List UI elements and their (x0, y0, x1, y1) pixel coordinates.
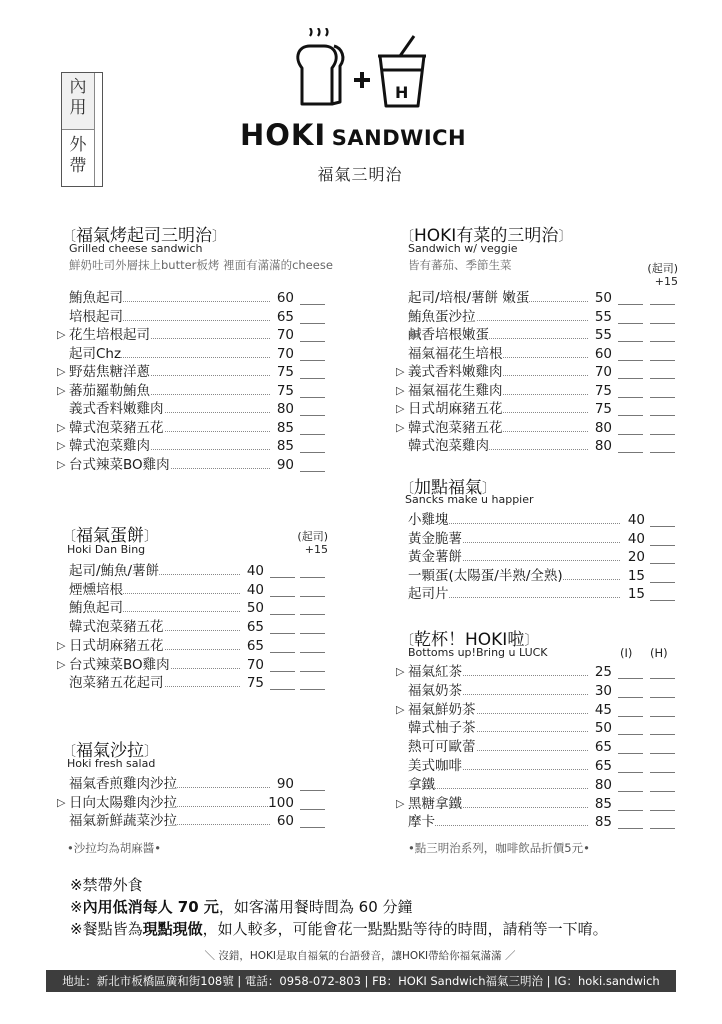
menu-item-name: 鮪魚起司 (69, 290, 123, 306)
order-blank-2 (650, 378, 675, 379)
menu-item-price: 75 (594, 401, 612, 417)
menu-item-grilled-2 (69, 308, 326, 326)
box-divider-vertical (94, 73, 95, 186)
menu-item-price: 60 (276, 813, 294, 830)
menu-item-price: 70 (276, 345, 294, 362)
toast-bread-icon (298, 28, 343, 104)
section-en-veggie: Sandwich w/ veggie (408, 242, 518, 255)
menu-item-price: 50 (594, 290, 612, 306)
menu-item-name: 野菇焦糖洋蔥 (69, 364, 150, 380)
tagline: ＼ 沒錯，HOKI是取自福氣的台語發音，讓HOKI帶給你福氣滿滿 ／ (204, 950, 516, 962)
recommended-flag-icon: ▷ (57, 657, 66, 671)
order-blank-1 (650, 563, 675, 564)
menu-item-price: 90 (276, 776, 294, 792)
menu-item-price: 100 (268, 794, 294, 811)
drinks-footnote: •點三明治系列，咖啡飲品折價5元• (408, 841, 590, 855)
order-blank-1 (270, 633, 295, 634)
order-blank-1 (618, 828, 643, 829)
recommended-flag-icon: ▷ (57, 638, 66, 652)
menu-item-price: 40 (246, 581, 264, 598)
menu-item-price: 15 (627, 567, 645, 584)
order-blank-1 (300, 471, 325, 472)
menu-item-addon-5 (408, 585, 676, 603)
recommended-flag-icon: ▷ (57, 420, 66, 434)
menu-item-price: 70 (246, 656, 264, 673)
menu-item-grilled-5 (57, 363, 326, 381)
menu-item-name: 黑糖拿鐵 (408, 795, 462, 812)
box-divider-horizontal (62, 129, 94, 130)
menu-item-addon-2 (408, 530, 676, 548)
menu-item-name: 黃金脆薯 (408, 530, 462, 547)
leader-dots (408, 788, 588, 789)
menu-item-drinks-4 (408, 719, 676, 737)
menu-item-egg-1 (69, 562, 326, 580)
order-blank-1 (618, 341, 643, 342)
menu-item-grilled-7 (69, 400, 326, 418)
order-blank-1 (650, 526, 675, 527)
section-title-veggie: 〔HOKI有菜的三明治〕 (400, 226, 573, 246)
menu-item-name: 美式咖啡 (408, 758, 462, 774)
menu-item-name: 摩卡 (408, 814, 435, 831)
section-title-salad: 〔福氣沙拉〕 (62, 741, 158, 761)
order-blank-2 (650, 360, 675, 361)
menu-item-addon-4 (408, 567, 676, 585)
note-line-3: ※餐點皆為現點現做，如人較多，可能會花一點點點等待的時間，請稍等一下唷。 (70, 920, 608, 938)
order-blank-1 (270, 652, 295, 653)
order-blank-2 (300, 652, 325, 653)
menu-item-name: 福氣鮮奶茶 (408, 701, 476, 718)
logo-wordmark (240, 118, 485, 152)
footer-contact-bar: 地址：新北市板橋區廣和街108號 | 電話：0958-072-803 | FB：HOKI Sandwich福氣三明治 | IG：hoki.sandwich (46, 970, 676, 992)
recommended-flag-icon: ▷ (396, 402, 405, 415)
menu-item-addon-1 (408, 511, 676, 529)
section-title-egg: 〔福氣蛋餅〕 (62, 526, 158, 546)
order-blank-1 (270, 671, 295, 672)
menu-item-name: 日式胡麻豬五花 (69, 637, 164, 654)
menu-item-veggie-6 (396, 382, 676, 400)
menu-item-grilled-9 (57, 437, 326, 455)
menu-item-price: 55 (594, 327, 612, 343)
menu-item-egg-4 (69, 618, 326, 636)
section-en-addon: Sancks make u happier (405, 493, 534, 506)
order-blank-2 (650, 415, 675, 416)
menu-item-name: 福氣紅茶 (408, 664, 462, 680)
menu-item-drinks-1 (396, 663, 676, 681)
menu-item-name: 熱可可歐蕾 (408, 739, 476, 756)
menu-item-price: 60 (594, 345, 612, 362)
menu-item-price: 20 (627, 549, 645, 565)
order-blank-2 (650, 810, 675, 811)
menu-item-price: 85 (594, 814, 612, 831)
menu-item-price: 25 (594, 664, 612, 680)
menu-item-price: 45 (594, 701, 612, 718)
menu-item-veggie-1 (408, 289, 676, 307)
order-blank-1 (618, 415, 643, 416)
menu-item-price: 85 (594, 795, 612, 812)
section-title-drinks: 〔乾杯！HOKI啦〕 (400, 630, 539, 650)
order-blank-2 (300, 596, 325, 597)
menu-item-price: 75 (246, 675, 264, 692)
store-notes (70, 874, 608, 940)
menu-item-name: 一顆蛋(太陽蛋/半熟/全熟) (408, 567, 563, 584)
menu-item-salad-2 (57, 794, 326, 812)
menu-item-name: 鹹香培根嫩蛋 (408, 327, 489, 343)
egg-cheese-addon: (起司) +15 (297, 530, 328, 556)
recommended-flag-icon: ▷ (57, 383, 66, 397)
menu-item-price: 65 (594, 758, 612, 774)
menu-item-name: 蕃茄羅勒鮪魚 (69, 382, 150, 399)
menu-item-name: 小雞塊 (408, 512, 449, 528)
recommended-flag-icon: ▷ (396, 702, 405, 716)
order-blank-2 (650, 753, 675, 754)
order-blank-1 (650, 582, 675, 583)
menu-item-drinks-9 (408, 813, 676, 831)
menu-item-drinks-7 (408, 776, 676, 794)
menu-item-name: 韓式柚子茶 (408, 720, 476, 737)
logo-graphic (292, 28, 432, 110)
menu-item-egg-3 (69, 599, 326, 617)
order-blank-1 (618, 323, 643, 324)
menu-item-price: 60 (276, 290, 294, 306)
recommended-flag-icon: ▷ (57, 328, 66, 341)
menu-item-name: 福氣新鮮蔬菜沙拉 (69, 813, 177, 830)
menu-item-name: 福氣香煎雞肉沙拉 (69, 776, 177, 792)
order-blank-1 (300, 378, 325, 379)
menu-item-price: 70 (594, 364, 612, 380)
order-blank-2 (650, 304, 675, 305)
order-blank-1 (618, 452, 643, 453)
order-blank-1 (618, 304, 643, 305)
recommended-flag-icon: ▷ (57, 365, 66, 378)
menu-item-drinks-8 (396, 795, 676, 813)
menu-item-drinks-3 (396, 701, 676, 719)
menu-item-egg-7 (69, 674, 326, 692)
leader-dots (408, 825, 588, 826)
menu-item-price: 40 (246, 563, 264, 579)
menu-item-veggie-9 (408, 437, 676, 455)
order-blank-1 (300, 323, 325, 324)
menu-item-salad-3 (69, 812, 326, 830)
logo-main: HOKI (240, 118, 327, 152)
order-blank-2 (300, 671, 325, 672)
recommended-flag-icon: ▷ (396, 420, 405, 434)
menu-item-name: 起司/培根/薯餅 嫩蛋 (408, 290, 530, 306)
order-blank-1 (618, 697, 643, 698)
drinks-col-iced: (I) (620, 646, 633, 660)
menu-item-name: 福氣奶茶 (408, 682, 462, 699)
menu-item-name: 韓式泡菜豬五花 (69, 419, 164, 436)
menu-item-name: 培根起司 (69, 308, 123, 325)
order-blank-2 (300, 689, 325, 690)
logo-sub: SANDWICH (331, 126, 467, 150)
menu-item-egg-6 (57, 656, 326, 674)
menu-item-veggie-4 (408, 345, 676, 363)
menu-item-price: 70 (276, 327, 294, 343)
order-blank-1 (618, 791, 643, 792)
order-blank-2 (650, 791, 675, 792)
order-blank-1 (300, 304, 325, 305)
menu-item-drinks-6 (408, 757, 676, 775)
order-blank-1 (618, 434, 643, 435)
plus-icon (354, 72, 370, 88)
order-blank-2 (650, 452, 675, 453)
menu-item-name: 起司/鮪魚/薯餅 (69, 563, 160, 579)
order-blank-1 (270, 614, 295, 615)
order-blank-1 (270, 596, 295, 597)
order-blank-1 (300, 790, 325, 791)
note-line-2: ※內用低消每人 70 元，如客滿用餐時間為 60 分鐘 (70, 898, 413, 916)
section-en-salad: Hoki fresh salad (67, 757, 156, 770)
menu-item-name: 義式香料嫩雞肉 (408, 364, 503, 380)
veggie-cheese-addon: (起司) +15 (647, 262, 678, 288)
order-blank-2 (650, 734, 675, 735)
menu-item-name: 鮪魚蛋沙拉 (408, 308, 476, 325)
menu-item-grilled-10 (57, 456, 326, 474)
recommended-flag-icon: ▷ (57, 439, 66, 452)
order-blank-2 (650, 434, 675, 435)
menu-item-price: 15 (627, 586, 645, 602)
menu-item-price: 80 (594, 419, 612, 436)
menu-item-name: 起司片 (408, 586, 449, 602)
order-blank-2 (300, 614, 325, 615)
recommended-flag-icon: ▷ (396, 365, 405, 378)
order-blank-1 (618, 378, 643, 379)
menu-item-price: 80 (594, 438, 612, 454)
menu-item-grilled-8 (57, 419, 326, 437)
menu-item-price: 65 (246, 619, 264, 636)
menu-item-price: 55 (594, 308, 612, 325)
order-blank-1 (618, 360, 643, 361)
section-title-grilled: 〔福氣烤起司三明治〕 (62, 226, 226, 246)
menu-item-name: 鮪魚起司 (69, 600, 123, 617)
order-blank-1 (300, 434, 325, 435)
section-title-addon: 〔加點福氣〕 (400, 478, 496, 498)
menu-item-price: 90 (276, 456, 294, 473)
section-en-drinks: Bottoms up!Bring u LUCK (408, 646, 548, 659)
menu-item-grilled-4 (69, 345, 326, 363)
drink-cup-icon (378, 36, 426, 106)
menu-item-name: 日式胡麻豬五花 (408, 401, 503, 417)
section-note-veggie: 皆有蕃茄、季節生菜 (408, 258, 512, 272)
order-blank-1 (300, 360, 325, 361)
menu-item-name: 拿鐵 (408, 776, 435, 793)
section-en-grilled: Grilled cheese sandwich (69, 242, 203, 255)
menu-item-veggie-2 (408, 308, 676, 326)
order-blank-1 (270, 689, 295, 690)
order-blank-1 (618, 753, 643, 754)
dine-in-takeout-box (61, 72, 103, 187)
order-blank-1 (618, 772, 643, 773)
menu-item-egg-5 (57, 637, 326, 655)
order-blank-1 (300, 415, 325, 416)
shop-name-chinese: 福氣三明治 (317, 165, 403, 184)
menu-item-grilled-1 (69, 289, 326, 307)
order-blank-2 (650, 323, 675, 324)
menu-item-name: 泡菜豬五花起司 (69, 675, 164, 692)
order-blank-1 (270, 577, 295, 578)
menu-item-price: 50 (246, 600, 264, 617)
salad-footnote: •沙拉均為胡麻醬• (67, 841, 162, 855)
order-blank-1 (300, 452, 325, 453)
menu-item-price: 65 (276, 308, 294, 325)
menu-item-veggie-5 (396, 363, 676, 381)
order-blank-2 (650, 397, 675, 398)
menu-item-price: 65 (246, 637, 264, 654)
order-blank-2 (650, 697, 675, 698)
menu-item-name: 韓式泡菜豬五花 (69, 619, 164, 636)
order-blank-2 (300, 633, 325, 634)
menu-item-drinks-5 (408, 738, 676, 756)
order-blank-1 (618, 678, 643, 679)
menu-item-name: 台式辣菜BO雞肉 (69, 456, 170, 473)
menu-item-veggie-7 (396, 400, 676, 418)
menu-item-price: 75 (276, 382, 294, 399)
order-blank-2 (650, 772, 675, 773)
drinks-col-hot: (H) (650, 646, 668, 660)
menu-item-name: 福氣福花生培根 (408, 345, 503, 362)
menu-item-grilled-6 (57, 382, 326, 400)
order-blank-1 (300, 809, 325, 810)
menu-item-price: 85 (276, 419, 294, 436)
menu-item-price: 40 (627, 530, 645, 547)
order-blank-1 (300, 397, 325, 398)
order-blank-2 (650, 341, 675, 342)
menu-item-name: 韓式泡菜雞肉 (69, 438, 150, 454)
order-blank-2 (300, 577, 325, 578)
order-blank-1 (300, 341, 325, 342)
menu-item-drinks-2 (408, 682, 676, 700)
section-note-grilled: 鮮奶吐司外層抹上butter板烤 裡面有滿滿的cheese (69, 258, 333, 272)
menu-item-grilled-3 (57, 326, 326, 344)
menu-item-name: 日向太陽雞肉沙拉 (69, 794, 177, 811)
menu-item-price: 80 (276, 401, 294, 417)
menu-item-name: 韓式泡菜雞肉 (408, 438, 489, 454)
menu-item-price: 65 (594, 739, 612, 756)
menu-item-salad-1 (69, 775, 326, 793)
menu-item-price: 30 (594, 682, 612, 699)
menu-item-price: 85 (276, 438, 294, 454)
order-blank-1 (300, 827, 325, 828)
menu-item-price: 80 (594, 776, 612, 793)
menu-item-price: 75 (594, 382, 612, 399)
menu-item-name: 韓式泡菜豬五花 (408, 419, 503, 436)
menu-item-addon-3 (408, 548, 676, 566)
menu-item-name: 義式香料嫩雞肉 (69, 401, 164, 417)
recommended-flag-icon: ▷ (396, 796, 405, 810)
takeout-label: 外帶 (69, 135, 87, 176)
menu-item-price: 75 (276, 364, 294, 380)
menu-item-name: 福氣福花生雞肉 (408, 382, 503, 399)
menu-item-name: 起司Chz (69, 345, 122, 362)
menu-item-name: 台式辣菜BO雞肉 (69, 656, 170, 673)
recommended-flag-icon: ▷ (57, 795, 66, 809)
order-blank-1 (618, 810, 643, 811)
recommended-flag-icon: ▷ (396, 383, 405, 397)
order-blank-1 (618, 716, 643, 717)
recommended-flag-icon: ▷ (396, 665, 405, 678)
order-blank-1 (650, 545, 675, 546)
order-blank-1 (618, 397, 643, 398)
order-blank-1 (650, 600, 675, 601)
order-blank-2 (650, 678, 675, 679)
note-line-1: ※禁帶外食 (70, 876, 143, 894)
menu-item-name: 花生培根起司 (69, 327, 150, 343)
menu-item-name: 黃金薯餅 (408, 549, 462, 565)
section-en-egg: Hoki Dan Bing (67, 543, 146, 556)
menu-item-veggie-8 (396, 419, 676, 437)
order-blank-2 (650, 716, 675, 717)
dine-in-label: 內用 (69, 77, 87, 118)
svg-text:H: H (395, 83, 409, 102)
menu-item-name: 煙燻培根 (69, 581, 123, 598)
order-blank-1 (618, 734, 643, 735)
recommended-flag-icon: ▷ (57, 457, 66, 471)
menu-item-egg-2 (69, 581, 326, 599)
order-blank-2 (650, 828, 675, 829)
menu-item-veggie-3 (408, 326, 676, 344)
menu-item-price: 50 (594, 720, 612, 737)
menu-item-price: 40 (627, 512, 645, 528)
